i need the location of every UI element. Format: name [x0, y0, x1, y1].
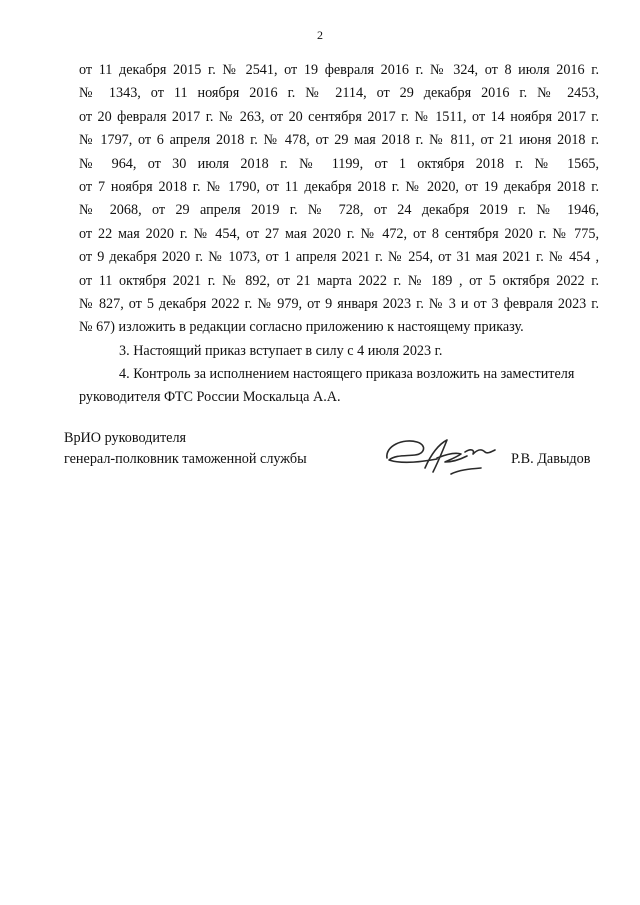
signatory-position-line1: ВрИО руководителя [64, 430, 187, 446]
text-line: от 11 октября 2021 г. № 892, от 21 марта 2022 г. № 189 , от 5 октября 2022 г. [79, 272, 599, 289]
text-line: № 964, от 30 июля 2018 г. № 1199, от 1 октября 2018 г. № 1565, [79, 155, 599, 172]
text-line: № 2068, от 29 апреля 2019 г. № 728, от 24 декабря 2019 г. № 1946, [79, 202, 599, 219]
signature-block [64, 428, 604, 488]
handwritten-signature [381, 428, 511, 478]
paragraph-effective-date: 3. Настоящий приказ вступает в силу с 4 июля 2023 г. [119, 342, 443, 359]
paragraph-control-line2: руководителя ФТС России Москальца А.А. [79, 389, 341, 406]
text-line: № 1797, от 6 апреля 2018 г. № 478, от 29 мая 2018 г. № 811, от 21 июня 2018 г. [79, 132, 599, 149]
document-body [79, 59, 599, 410]
paragraph-control-line1: 4. Контроль за исполнением настоящего приказа возложить на заместителя [119, 366, 575, 383]
text-line: от 22 мая 2020 г. № 454, от 27 мая 2020 г. № 472, от 8 сентября 2020 г. № 775, [79, 225, 599, 242]
text-line: от 9 декабря 2020 г. № 1073, от 1 апреля 2021 г. № 254, от 31 мая 2021 г. № 454 , [79, 249, 599, 266]
text-line: от 7 ноября 2018 г. № 1790, от 11 декабря 2018 г. № 2020, от 19 декабря 2018 г. [79, 178, 599, 195]
text-line: № 1343, от 11 ноября 2016 г. № 2114, от 29 декабря 2016 г. № 2453, [79, 85, 599, 102]
text-line: № 67) изложить в редакции согласно приложению к настоящему приказу. [79, 319, 524, 336]
signatory-position [64, 428, 307, 470]
text-line: № 827, от 5 декабря 2022 г. № 979, от 9 января 2023 г. № 3 и от 3 февраля 2023 г. [79, 295, 599, 312]
page-number: 2 [317, 28, 323, 42]
signatory-name: Р.В. Давыдов [511, 451, 591, 467]
text-line: от 11 декабря 2015 г. № 2541, от 19 февраля 2016 г. № 324, от 8 июля 2016 г. [79, 62, 599, 78]
signatory-position-line2: генерал-полковник таможенной службы [64, 451, 307, 467]
text-line: от 20 февраля 2017 г. № 263, от 20 сентября 2017 г. № 1511, от 14 ноября 2017 г. [79, 108, 599, 125]
